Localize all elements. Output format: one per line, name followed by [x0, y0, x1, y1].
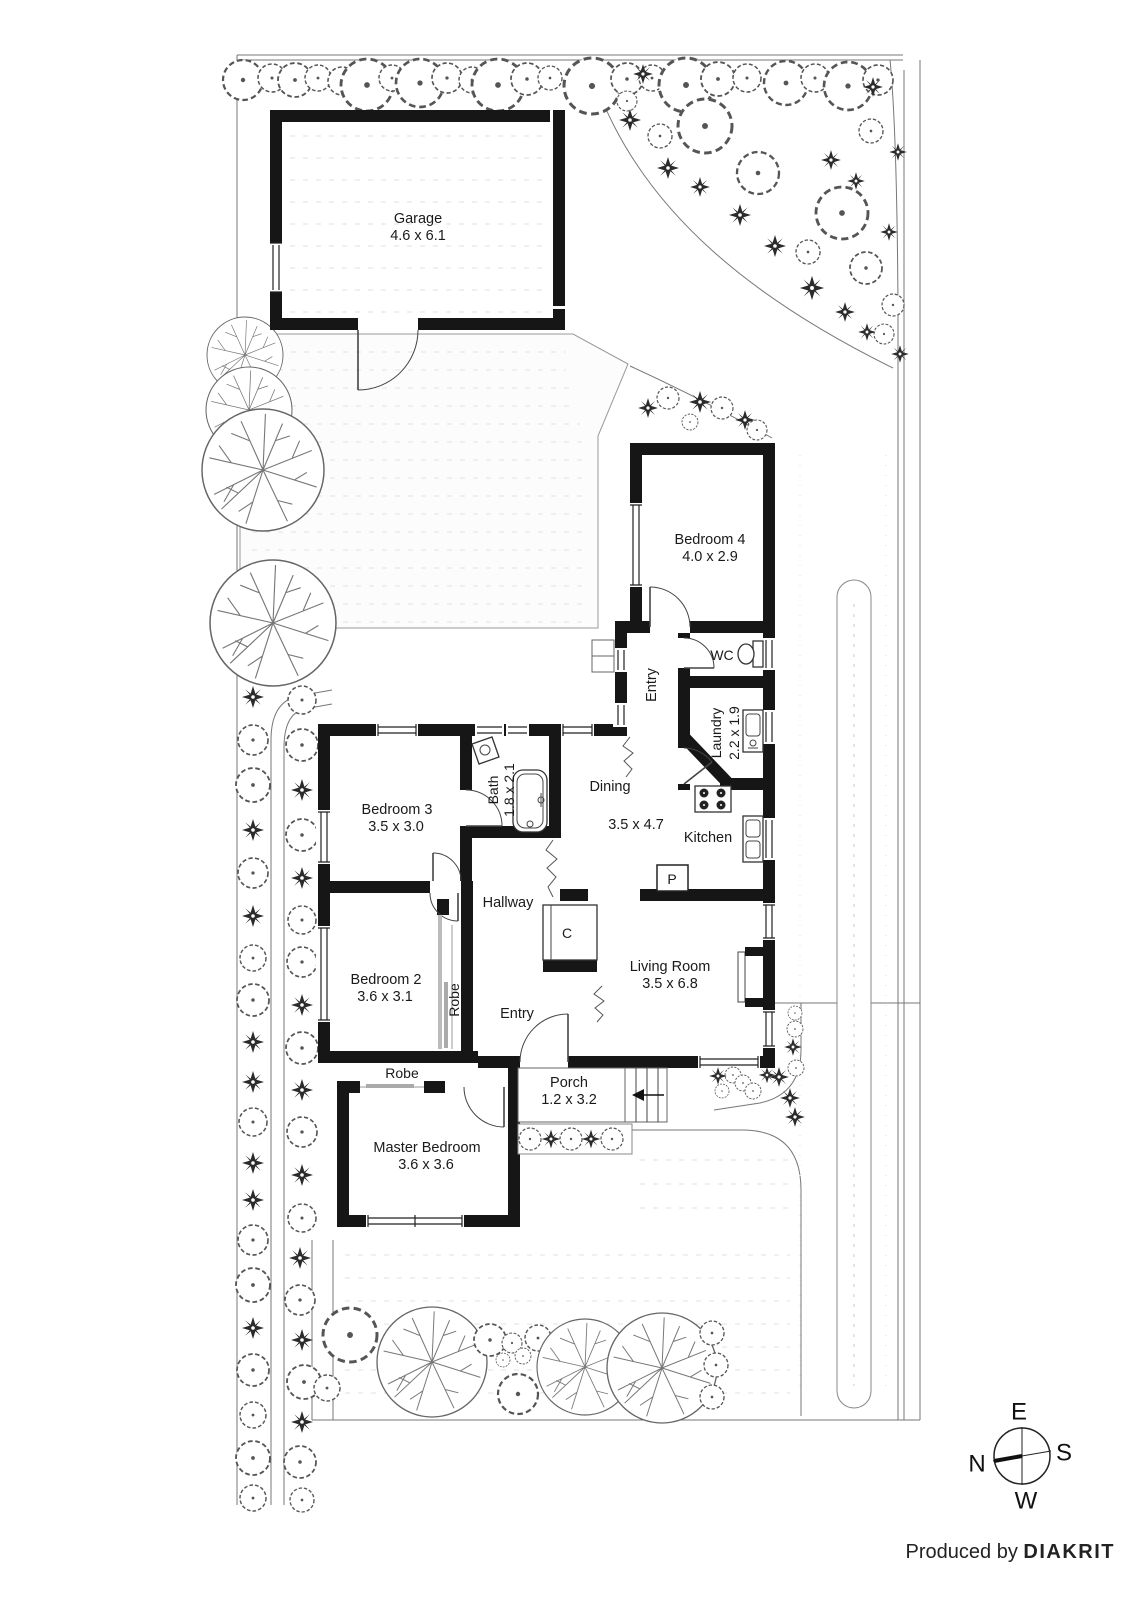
compass-south: S	[1055, 1439, 1073, 1467]
footer-credit	[906, 1541, 1115, 1563]
compass-icon	[968, 1399, 1072, 1515]
room-dims-master: 3.6 x 3.6	[398, 1157, 454, 1173]
room-label-entry-front: Entry	[500, 1006, 534, 1022]
room-dims-bedroom3: 3.5 x 3.0	[368, 819, 424, 835]
rear-steps	[592, 640, 614, 672]
room-label-laundry: Laundry	[708, 707, 724, 759]
room-label-bath: Bath	[485, 775, 501, 805]
bathtub	[513, 770, 547, 832]
room-dims-laundry: 2.2 x 1.9	[726, 706, 742, 760]
garage-window	[268, 243, 284, 292]
compass-east: E	[1010, 1398, 1028, 1426]
porch-garden-bed	[518, 1124, 632, 1154]
room-label-hallway: Hallway	[482, 895, 534, 911]
garden-top-right	[617, 64, 909, 363]
room-label-dining: Dining	[589, 779, 631, 795]
room-label-wc: WC	[710, 647, 734, 663]
room-label-robe-master: Robe	[385, 1065, 419, 1081]
toilet	[738, 641, 763, 667]
room-dims-garage: 4.6 x 6.1	[390, 228, 446, 244]
rear-garden-bed-plants	[638, 387, 767, 440]
room-dims-dining: 3.5 x 4.7	[608, 817, 664, 833]
laundry-trough	[743, 710, 763, 752]
stove	[695, 786, 731, 812]
room-label-robe-bed2: Robe	[446, 983, 462, 1017]
driveway	[800, 455, 886, 1408]
room-dims-porch: 1.2 x 3.2	[541, 1092, 597, 1108]
room-label-bedroom4: Bedroom 4	[674, 532, 746, 548]
room-dims-bath: 1.8 x 2.1	[501, 763, 517, 817]
room-dims-living: 3.5 x 6.8	[642, 976, 698, 992]
footer-prefix: Produced by	[905, 1541, 1024, 1563]
left-border-plants	[236, 686, 321, 1512]
top-tree-row	[223, 58, 893, 114]
footer-brand: DIAKRIT	[1023, 1541, 1115, 1563]
room-label-bedroom2: Bedroom 2	[350, 972, 422, 988]
room-label-master: Master Bedroom	[373, 1140, 481, 1156]
room-label-bedroom3: Bedroom 3	[361, 802, 433, 818]
room-label-living: Living Room	[629, 959, 711, 975]
room-label-pantry: P	[667, 871, 677, 887]
compass-west: W	[1014, 1487, 1038, 1515]
room-label-cupboard: C	[561, 925, 573, 941]
kitchen-sink	[743, 816, 763, 862]
room-label-porch: Porch	[550, 1075, 588, 1091]
bottom-garden-trees	[314, 1307, 728, 1423]
room-label-kitchen: Kitchen	[683, 830, 733, 846]
room-label-entry-rear: Entry	[644, 668, 660, 702]
compass-north: N	[968, 1450, 986, 1478]
room-dims-bedroom2: 3.6 x 3.1	[357, 989, 413, 1005]
room-label-garage: Garage	[393, 211, 443, 227]
room-dims-bedroom4: 4.0 x 2.9	[682, 549, 738, 565]
